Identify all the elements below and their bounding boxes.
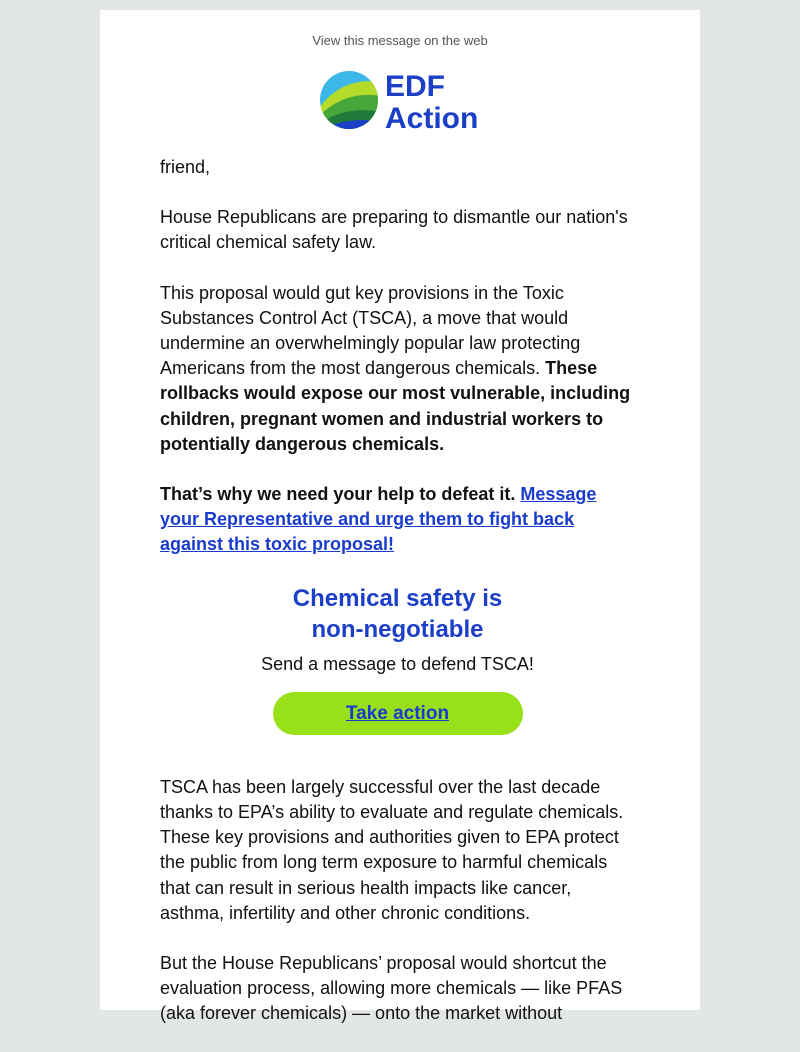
paragraph-shortcut: But the House Republicans’ proposal would shortcut the evaluation process, allowing more chemicals — like PFAS (aka forever chemicals) — onto the market without [160, 953, 623, 1024]
call-bold-text: That’s why we need your help to defeat it. [160, 484, 521, 505]
cta-headline: Chemical safety is non-negotiable [292, 584, 503, 643]
paragraph-proposal [160, 281, 635, 457]
svg-text:EDF: EDF [385, 70, 445, 103]
paragraph-intro: House Republicans are preparing to dismantle our nation's critical chemical safety law. [160, 207, 628, 253]
take-action-button[interactable]: Take action [273, 692, 523, 735]
greeting: friend, [160, 157, 211, 177]
paragraph-tsca-success: TSCA has been largely successful over the last decade thanks to EPA’s ability to evaluate and regulate chemicals. These key provisions and authorities given to EPA protect the public from long term exposure to harmful chemicals that can result in serious health impacts like cancer, asthma, infertility and other chronic conditions. [160, 776, 624, 923]
email-card [100, 10, 700, 1024]
proposal-bold-text: These rollbacks would expose our most vulnerable, including children, pregnant women and industrial workers to potentially dangerous chemicals. [160, 358, 631, 454]
edf-action-logo [319, 68, 483, 132]
view-on-web-link[interactable]: View this message on the web [312, 33, 488, 48]
top-bar [0, 0, 800, 10]
email-body [160, 155, 635, 1052]
proposal-text: This proposal would gut key provisions in the Toxic Substances Control Act (TSCA), a move that would undermine an overwhelmingly popular law protecting Americans from the most dangerous chemicals. [160, 282, 581, 379]
cta-subtext: Send a message to defend TSCA! [261, 653, 534, 674]
svg-text:Action: Action [385, 102, 479, 132]
message-representative-link[interactable]: Message your Representative and urge them to fight back against this toxic proposal! [160, 484, 597, 555]
paragraph-call [160, 482, 635, 558]
